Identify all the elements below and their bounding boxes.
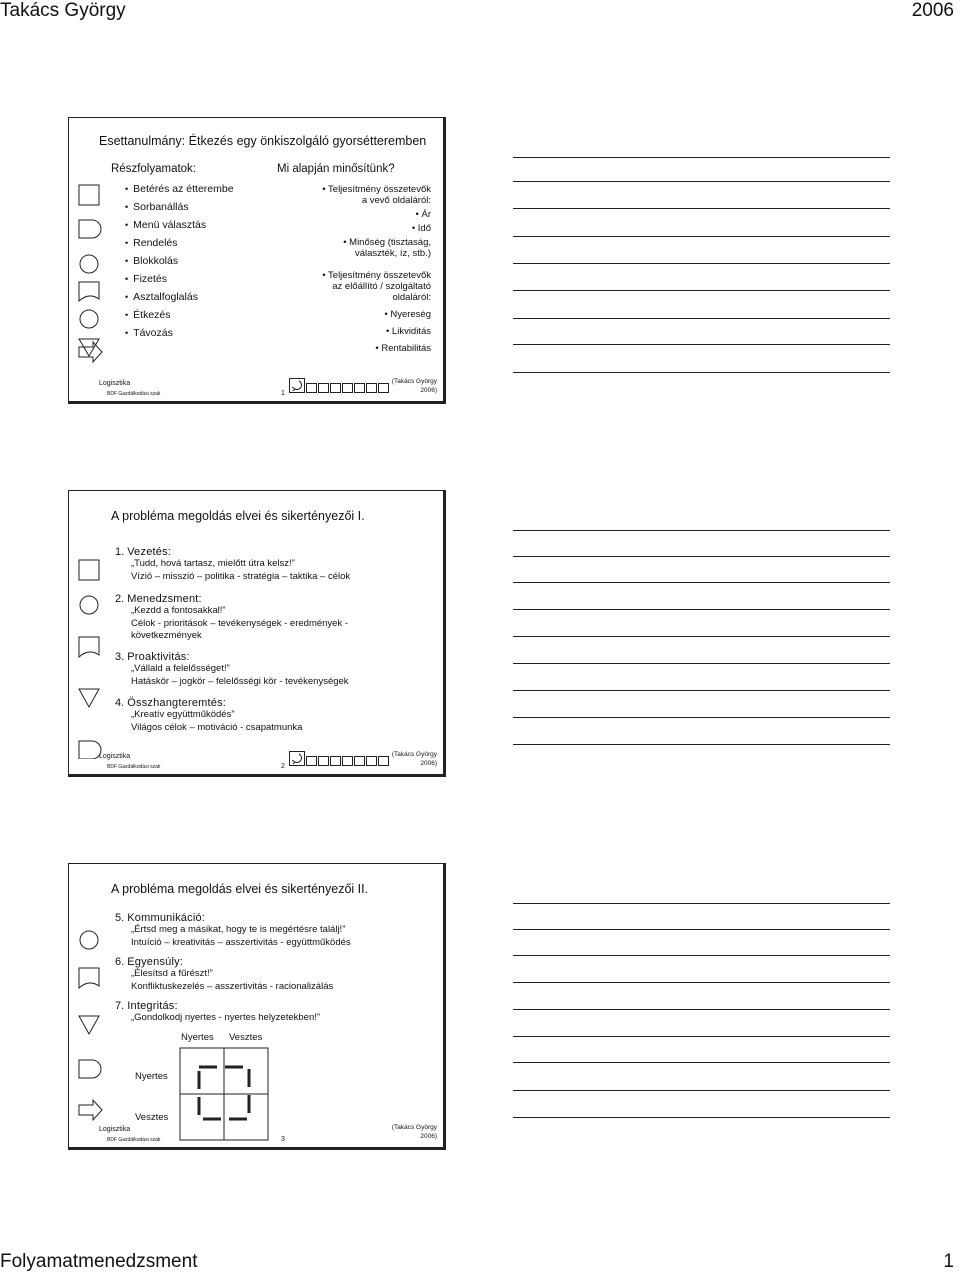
process-symbol (79, 185, 99, 205)
principle-item-2: 2. Menedzsment: „Kezdd a fontosakkal!” Célok - prioritások – tevékenységek - eredmények - következmények (115, 593, 349, 641)
criteria-item: • Nyereség (322, 309, 431, 320)
matrix-row-loser: Vesztes (135, 1112, 169, 1123)
note-line (513, 208, 890, 209)
criteria-customer (322, 184, 431, 259)
nav-box-icon (342, 383, 353, 393)
matrix-row-winner: Nyertes (135, 1071, 168, 1082)
page-footer-title: Folyamatmenedzsment (0, 1251, 198, 1272)
note-line (513, 1036, 890, 1037)
principle-item-7: 7. Integritás: „Gondolkodj nyertes - nyertes helyzetekben!” (115, 1000, 321, 1023)
criteria-line: a vevő oldaláról: (361, 195, 431, 206)
matrix-col-loser: Vesztes (229, 1032, 263, 1043)
nav-box-icon (378, 756, 389, 766)
operation-symbol-2 (80, 310, 98, 328)
note-line (513, 929, 890, 930)
note-line (513, 318, 890, 319)
nav-box-icon (330, 383, 341, 393)
flowchart-symbols (78, 559, 104, 759)
slide-footer-author: (Takács György 2006) (391, 751, 437, 767)
slide-footer-author: (Takács György 2006) (391, 1124, 437, 1140)
nav-box-icon (354, 756, 365, 766)
note-line (513, 582, 890, 583)
flowchart-symbols (78, 930, 104, 1140)
principle-item-6: 6. Egyensúly: „Élesítsd a fűrészt!” Konfliktuskezelés – asszertivitás - racionalizálás (115, 956, 334, 992)
nav-box-icon (366, 383, 377, 393)
document-symbol (79, 637, 99, 657)
note-line (513, 290, 890, 291)
operation-symbol (80, 255, 98, 273)
right-heading: Mi alapján minősítünk? (277, 163, 395, 175)
note-line (513, 903, 890, 904)
note-line (513, 236, 890, 237)
note-line (513, 663, 890, 664)
list-item: • Távozás (125, 327, 234, 345)
nav-box-icon (318, 756, 329, 766)
slide-nav-bar (289, 383, 389, 393)
page-header-year: 2006 (911, 0, 954, 21)
return-icon (289, 378, 305, 393)
list-item: • Rendelés (125, 237, 234, 255)
note-line (513, 690, 890, 691)
nav-box-icon (306, 383, 317, 393)
slide-footer-course: Logisztika (99, 753, 131, 760)
criteria-provider (322, 270, 431, 354)
criteria-line: • Teljesítmény összetevők (322, 184, 431, 195)
note-line (513, 344, 890, 345)
nav-box-icon (306, 756, 317, 766)
list-item: • Blokkolás (125, 255, 234, 273)
slide-footer-course: Logisztika (99, 1126, 131, 1133)
note-line (513, 1009, 890, 1010)
note-line (513, 982, 890, 983)
principle-item-3: 3. Proaktivitás: „Vállald a felelősséget!” Hatáskör – jogkör – felelősségi kör - tevékenységek (115, 651, 349, 687)
nav-box-icon (366, 756, 377, 766)
left-heading: Részfolyamatok: (111, 163, 197, 175)
criteria-item: • Minőség (tisztaság, (322, 237, 431, 248)
criteria-item: • Idő (322, 223, 431, 234)
note-line (513, 609, 890, 610)
transport-arrow-icon (79, 1100, 102, 1120)
principle-item-5: 5. Kommunikáció: „Értsd meg a másikat, hogy te is megértésre találj!” Intuíció – kreativitás – asszertivitás - együttműködés (115, 912, 351, 948)
delay-symbol (79, 220, 101, 238)
delay-symbol (79, 1060, 101, 1078)
slide-footer-course: Logisztika (99, 380, 131, 387)
process-symbol (79, 560, 99, 580)
operation-symbol (80, 931, 98, 949)
note-line (513, 1117, 890, 1118)
slide-3 (68, 863, 446, 1150)
list-item: • Étkezés (125, 309, 234, 327)
flowchart-symbols (78, 184, 102, 366)
criteria-item: • Ár (322, 209, 431, 220)
criteria-line: oldaláról: (392, 292, 431, 303)
transport-arrow-icon (78, 340, 104, 364)
slide-title: A probléma megoldás elvei és sikertényezői II. (111, 882, 369, 896)
page-header-author: Takács György (0, 0, 126, 21)
note-line (513, 556, 890, 557)
slide-title: Esettanulmány: Étkezés egy önkiszolgáló gyorsétteremben (99, 134, 427, 148)
slide-number: 1 (281, 390, 285, 397)
criteria-line: az előállító / szolgáltató (332, 281, 431, 292)
list-item: • Sorbanállás (125, 201, 234, 219)
page-footer-page-number: 1 (943, 1251, 954, 1272)
list-item: • Menü választás (125, 219, 234, 237)
slide-footer-program: BDF Gazdálkodási szak (107, 391, 161, 397)
criteria-line: • Teljesítmény összetevők (322, 270, 431, 281)
nav-box-icon (342, 756, 353, 766)
slide-1 (68, 117, 446, 404)
note-line (513, 636, 890, 637)
nav-box-icon (354, 383, 365, 393)
note-line (513, 157, 890, 158)
slide-number: 2 (281, 763, 285, 770)
criteria-item: • Likviditás (322, 326, 431, 337)
list-item: • Fizetés (125, 273, 234, 291)
principle-item-1: 1. Vezetés: „Tudd, hová tartasz, mielőtt útra kelsz!” Vízió – misszió – politika - stratégia – taktika – célok (115, 546, 351, 582)
criteria-item: • Rentabilitás (322, 343, 431, 354)
criteria-line: választék, íz, stb.) (354, 248, 431, 259)
slide-footer-program: BDF Gazdálkodási szak (107, 1137, 161, 1143)
note-line (513, 530, 890, 531)
nav-box-icon (378, 383, 389, 393)
note-line (513, 372, 890, 373)
document-symbol (79, 968, 99, 988)
return-icon (289, 751, 305, 766)
slide-nav-bar (289, 756, 389, 766)
delay-symbol (79, 741, 101, 759)
subprocess-list (125, 183, 234, 345)
note-line (513, 181, 890, 182)
matrix-col-winner: Nyertes (181, 1032, 214, 1043)
list-item: • Betérés az étterembe (125, 183, 234, 201)
slide-2 (68, 490, 446, 777)
slide-title: A probléma megoldás elvei és sikertényezői I. (111, 509, 365, 523)
slide-footer-program: BDF Gazdálkodási szak (107, 764, 161, 770)
document-symbol (79, 282, 99, 301)
principle-item-4: 4. Összhangteremtés: „Kreatív együttműködés” Világos célok – motiváció - csapatmunka (115, 697, 303, 733)
slide-footer-author: (Takács György 2006) (391, 378, 437, 394)
list-item: • Asztalfoglalás (125, 291, 234, 309)
storage-symbol (79, 689, 99, 707)
note-line (513, 717, 890, 718)
nav-box-icon (330, 756, 341, 766)
note-line (513, 955, 890, 956)
operation-symbol (80, 596, 98, 614)
slide-number: 3 (281, 1136, 285, 1143)
note-line (513, 1062, 890, 1063)
nav-box-icon (318, 383, 329, 393)
note-line (513, 744, 890, 745)
note-line (513, 1090, 890, 1091)
win-lose-matrix (179, 1047, 271, 1143)
storage-symbol (79, 1016, 99, 1034)
note-line (513, 263, 890, 264)
